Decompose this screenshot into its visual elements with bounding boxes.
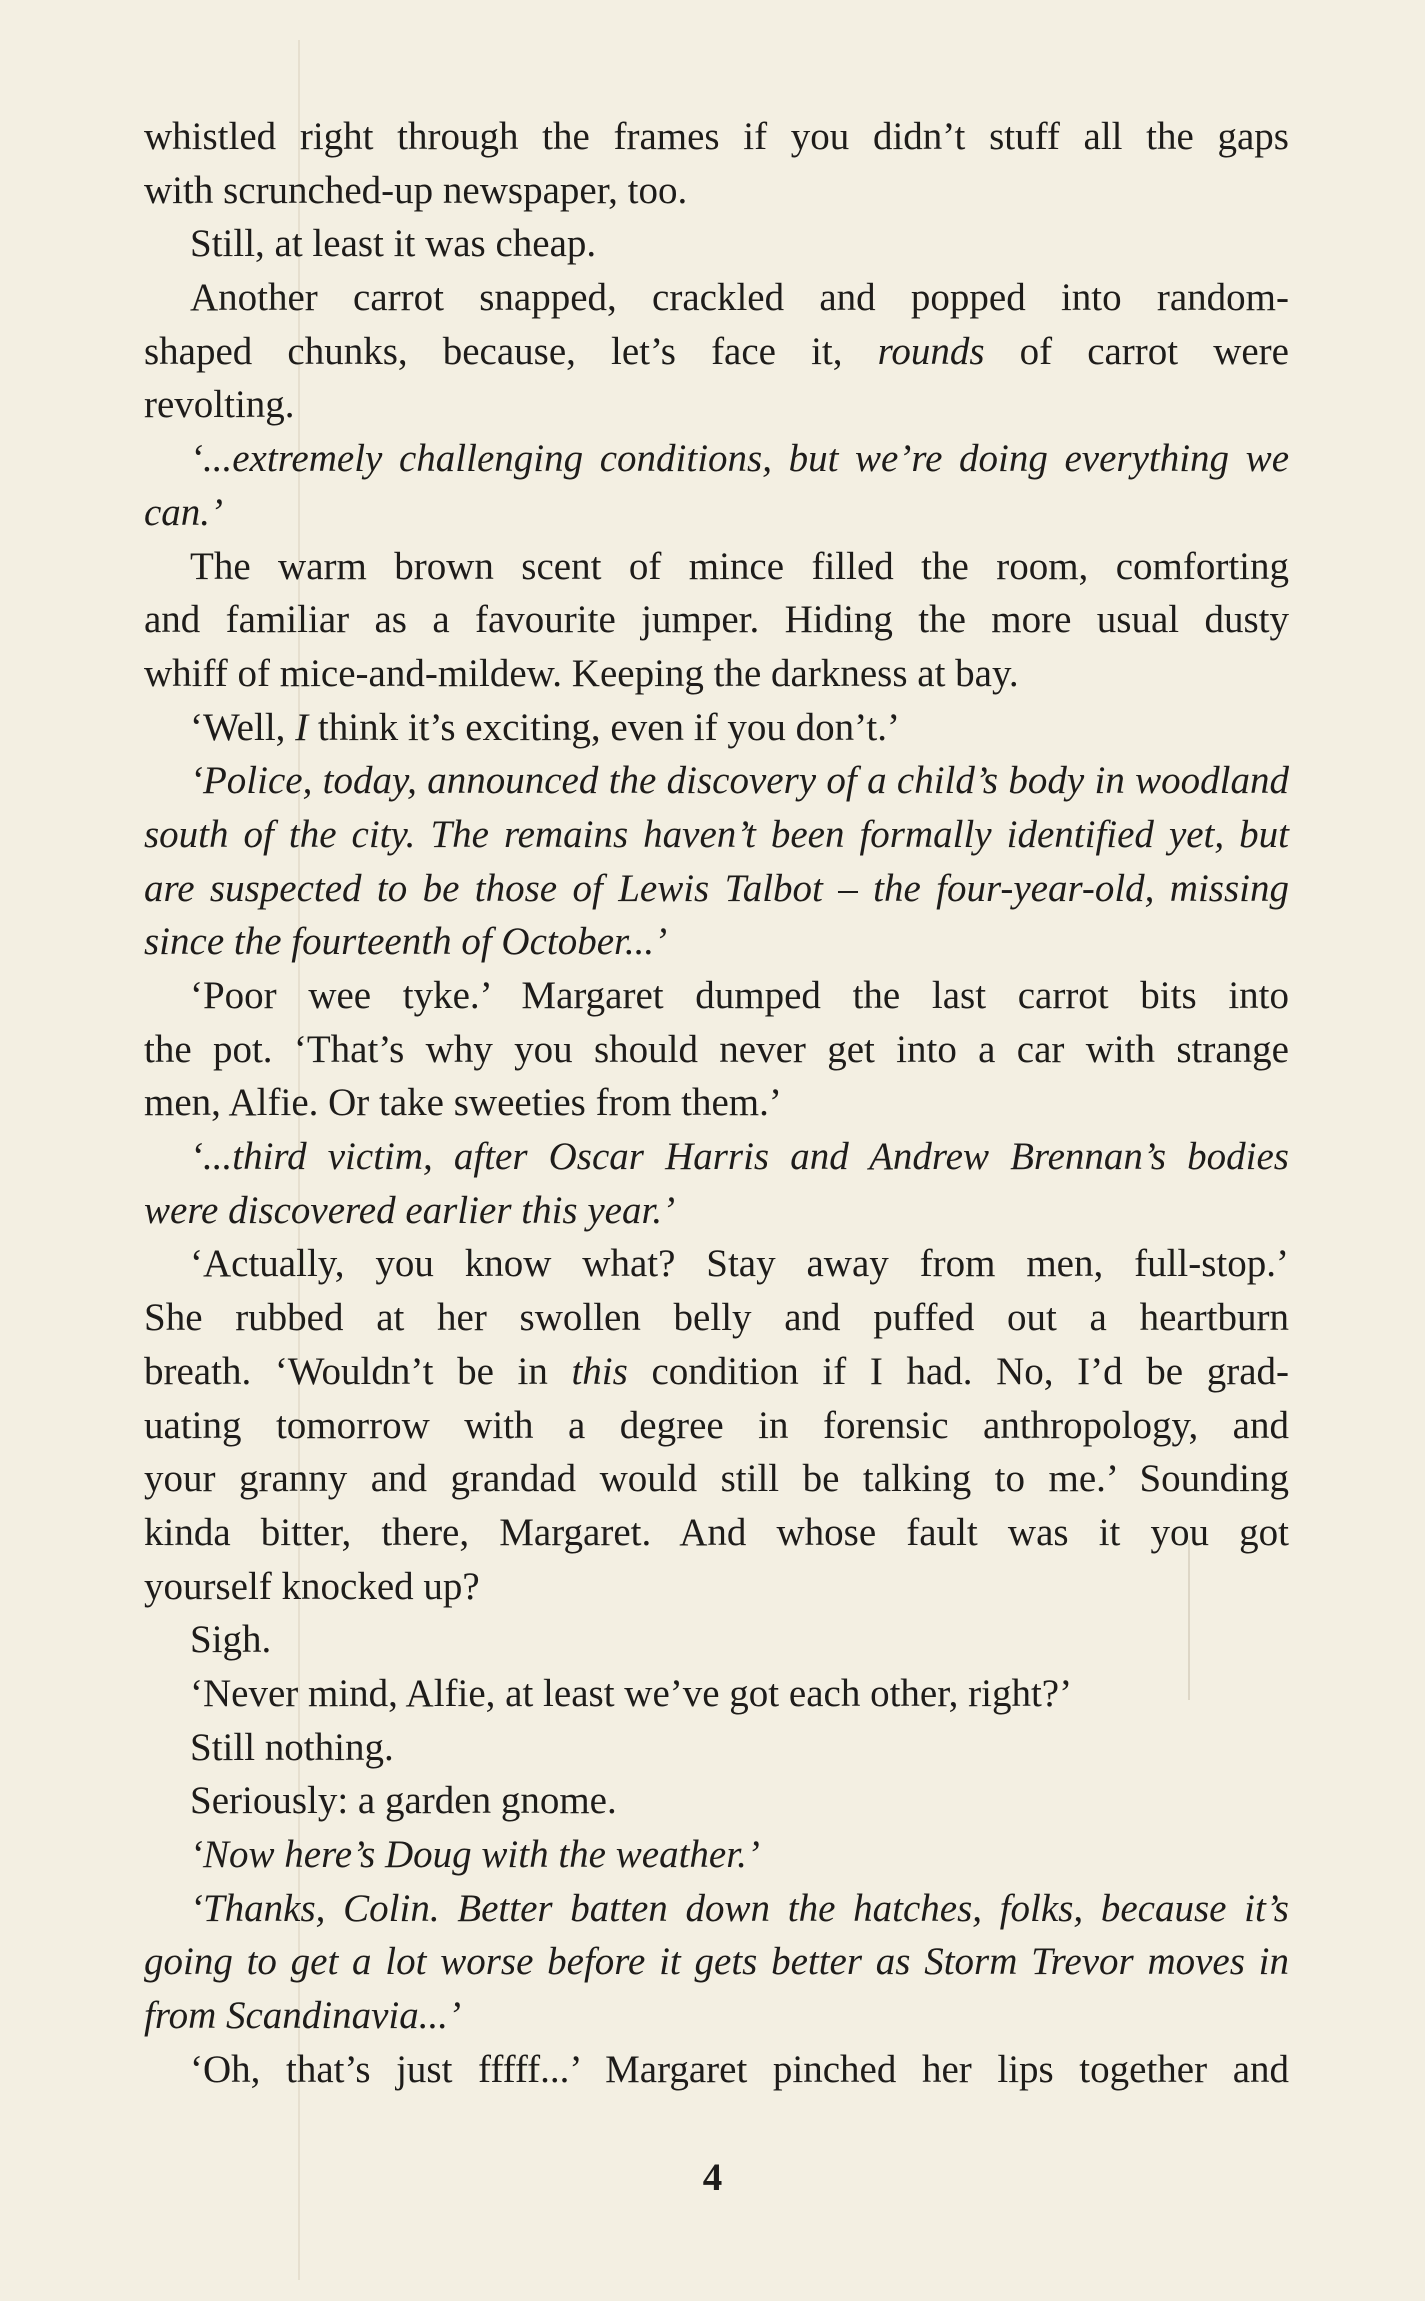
text-span: think it’s exciting, even if you don’t.’ bbox=[317, 705, 900, 749]
text-line: south of the city. The remains haven’t been formally identified yet, but bbox=[144, 812, 1289, 856]
text-line: since the fourteenth of October...’ bbox=[144, 920, 668, 964]
text-line: Still nothing. bbox=[190, 1725, 394, 1769]
text-line: ‘Thanks, Colin. Better batten down the hatches, folks, because it’s bbox=[190, 1886, 1289, 1930]
text-line: The warm brown scent of mince filled the room, comforting bbox=[190, 544, 1289, 588]
text-line: Seriously: a garden gnome. bbox=[190, 1779, 617, 1823]
text-line: men, Alfie. Or take sweeties from them.’ bbox=[144, 1081, 782, 1125]
text-line: from Scandinavia...’ bbox=[144, 1994, 462, 2038]
book-page-text bbox=[144, 110, 1289, 2096]
text-line: ‘...extremely challenging conditions, but we’re doing everything we bbox=[190, 437, 1289, 481]
text-line: and familiar as a favourite jumper. Hiding the more usual dusty bbox=[144, 598, 1289, 642]
text-line: going to get a lot worse before it gets better as Storm Trevor moves in bbox=[144, 1940, 1289, 1984]
text-line: ‘Poor wee tyke.’ Margaret dumped the last carrot bits into bbox=[190, 974, 1289, 1017]
emphasis-span: this bbox=[571, 1349, 628, 1393]
text-span: shaped chunks, because, let’s face it, bbox=[144, 329, 843, 373]
text-span: ‘Well, bbox=[190, 705, 286, 749]
text-line: ‘Police, today, announced the discovery of a child’s body in woodland bbox=[190, 759, 1289, 803]
emphasis-span: rounds bbox=[877, 329, 985, 373]
emphasis-span: I bbox=[295, 705, 309, 749]
text-span: of carrot were bbox=[1019, 329, 1289, 373]
text-line: can.’ bbox=[144, 490, 224, 534]
text-line: ‘...third victim, after Oscar Harris and Andrew Brennan’s bodies bbox=[190, 1135, 1289, 1179]
text-line: ‘Actually, you know what? Stay away from men, full-stop.’ bbox=[190, 1242, 1289, 1286]
text-line: Still, at least it was cheap. bbox=[190, 222, 597, 266]
text-line bbox=[144, 1345, 1289, 1399]
text-span: condition if I had. No, I’d be grad- bbox=[651, 1349, 1289, 1393]
text-line: Sigh. bbox=[190, 1618, 272, 1662]
text-line: She rubbed at her swollen belly and puffed out a heartburn bbox=[144, 1296, 1289, 1340]
text-line: are suspected to be those of Lewis Talbot – the four-year-old, missing bbox=[144, 866, 1289, 910]
page-number: 4 bbox=[702, 2156, 723, 2199]
text-line bbox=[144, 325, 1289, 379]
text-line bbox=[144, 701, 1289, 755]
text-line: whiff of mice-and-mildew. Keeping the darkness at bay. bbox=[144, 651, 1019, 695]
text-line: revolting. bbox=[144, 383, 295, 427]
text-line: yourself knocked up? bbox=[144, 1564, 480, 1608]
text-line: ‘Now here’s Doug with the weather.’ bbox=[190, 1833, 760, 1876]
text-line: with scrunched-up newspaper, too. bbox=[144, 168, 688, 212]
text-line: whistled right through the frames if you didn’t stuff all the gaps bbox=[144, 115, 1289, 158]
text-line: kinda bitter, there, Margaret. And whose fault was it you got bbox=[144, 1510, 1289, 1554]
text-line: your granny and grandad would still be talking to me.’ Sounding bbox=[144, 1457, 1289, 1501]
text-line: ‘Oh, that’s just fffff...’ Margaret pinched her lips together and bbox=[190, 2047, 1289, 2091]
text-line: Another carrot snapped, crackled and popped into random- bbox=[190, 276, 1289, 320]
text-line: uating tomorrow with a degree in forensic anthropology, and bbox=[144, 1403, 1289, 1447]
text-line: ‘Never mind, Alfie, at least we’ve got each other, right?’ bbox=[190, 1671, 1073, 1715]
text-line: were discovered earlier this year.’ bbox=[144, 1188, 676, 1232]
text-span: breath. ‘Wouldn’t be in bbox=[144, 1349, 548, 1393]
text-line: the pot. ‘That’s why you should never get into a car with strange bbox=[144, 1027, 1289, 1071]
